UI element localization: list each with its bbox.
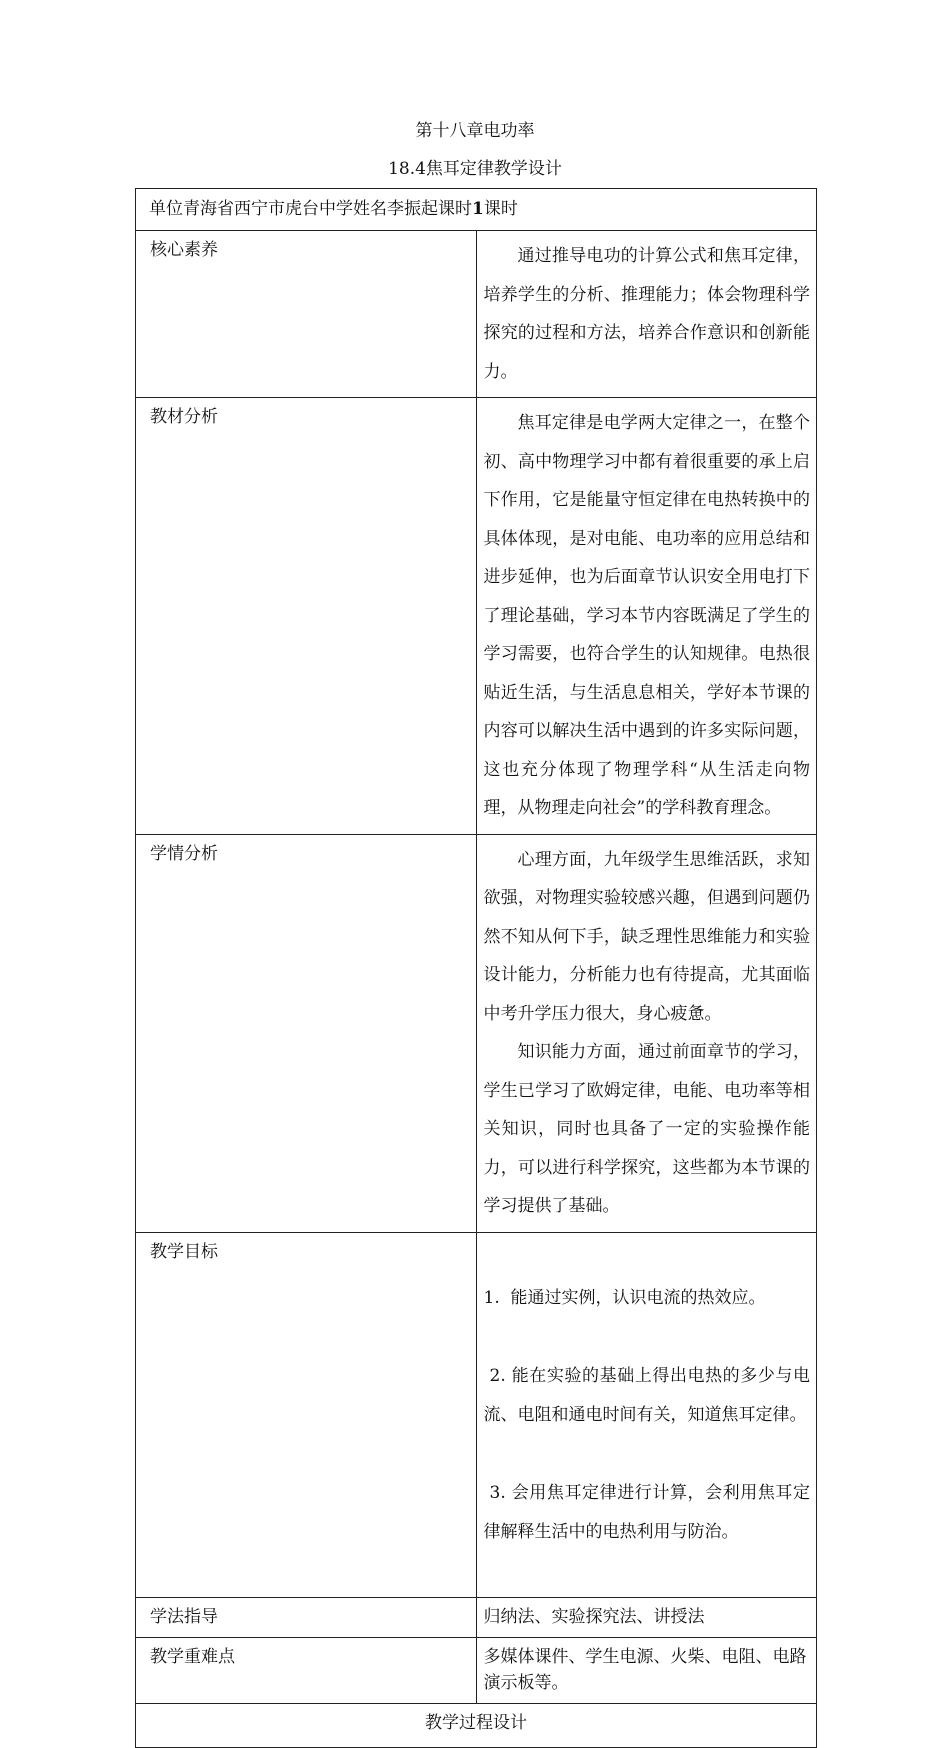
period-unit: 课时 <box>483 199 518 219</box>
core-literacy-text: 通过推导电功的计算公式和焦耳定律，培养学生的分析、推理能力；体会物理科学探究的过程和方法，培养合作意识和创新能力。 <box>483 246 810 382</box>
learning-methods-row <box>136 1598 817 1638</box>
key-difficulties-text: 多媒体课件、学生电源、火柴、电阻、电路演示板等。 <box>476 1638 817 1704</box>
chapter-title: 第十八章电功率 <box>415 121 535 141</box>
period-label: 课时 <box>438 199 472 219</box>
process-design-row <box>136 1704 817 1748</box>
teaching-goals-row <box>136 1232 817 1598</box>
teaching-goal-item: 2. 能在实验的基础上得出电热的多少与电流、电阻和通电时间有关，知道焦耳定律。 <box>483 1366 811 1425</box>
student-analysis-row <box>136 834 817 1232</box>
process-design-heading: 教学过程设计 <box>136 1704 817 1748</box>
info-row <box>136 189 817 231</box>
teaching-goals-label: 教学目标 <box>136 1232 477 1598</box>
name-value: 李振起 <box>387 199 438 219</box>
teaching-goal-item: 3. 会用焦耳定律进行计算，会利用焦耳定律解释生活中的电热利用与防治。 <box>483 1483 811 1542</box>
core-literacy-row <box>136 231 817 398</box>
student-analysis-label: 学情分析 <box>136 834 477 1232</box>
teaching-goals-content <box>476 1232 817 1598</box>
lesson-title-text: 焦耳定律教学设计 <box>425 159 562 179</box>
learning-methods-text: 归纳法、实验探究法、讲授法 <box>476 1598 817 1638</box>
learning-methods-label: 学法指导 <box>136 1598 477 1638</box>
textbook-analysis-content <box>476 398 817 835</box>
key-difficulties-label: 教学重难点 <box>136 1638 477 1704</box>
unit-label: 单位 <box>149 199 183 219</box>
lesson-plan-table <box>135 188 817 1748</box>
textbook-analysis-text: 焦耳定律是电学两大定律之一，在整个初、高中物理学习中都有着很重要的承上启下作用，它是能量守恒定律在电热转换中的具体体现，是对电能、电功率的应用总结和进步延伸，也为后面章节认识安全用电打下了理论基础，学习本节内容既满足了学生的学习需要，也符合学生的认知规律。电热很贴近生活，与生活息息相关，学好本节课的内容可以解决生活中遇到的许多实际问题，这也充分体现了物理学科“从生活走向物理，从物理走向社会”的学科教育理念。 <box>483 413 810 818</box>
name-label: 姓名 <box>353 199 387 219</box>
unit-value: 青海省西宁市虎台中学 <box>183 199 353 219</box>
student-analysis-paragraph: 心理方面，九年级学生思维活跃，求知欲强，对物理实验较感兴趣，但遇到问题仍然不知从何下手，缺乏理性思维能力和实验设计能力，分析能力也有待提高，尤其面临中考升学压力很大，身心疲惫。 <box>483 849 810 1024</box>
info-row-cell <box>136 189 817 231</box>
core-literacy-label: 核心素养 <box>136 231 477 398</box>
textbook-analysis-label: 教材分析 <box>136 398 477 835</box>
core-literacy-content <box>476 231 817 398</box>
student-analysis-paragraph: 知识能力方面，通过前面章节的学习，学生已学习了欧姆定律，电能、电功率等相关知识，同时也具备了一定的实验操作能力，可以进行科学探究，这些都为本节课的学习提供了基础。 <box>483 1042 810 1216</box>
student-analysis-content <box>476 834 817 1232</box>
teaching-goal-item: 1. 能通过实例，认识电流的热效应。 <box>483 1287 766 1308</box>
lesson-number: 18.4 <box>388 159 426 179</box>
key-difficulties-row <box>136 1638 817 1704</box>
period-count: 1 <box>472 199 484 219</box>
textbook-analysis-row <box>136 398 817 835</box>
lesson-title <box>0 157 950 181</box>
